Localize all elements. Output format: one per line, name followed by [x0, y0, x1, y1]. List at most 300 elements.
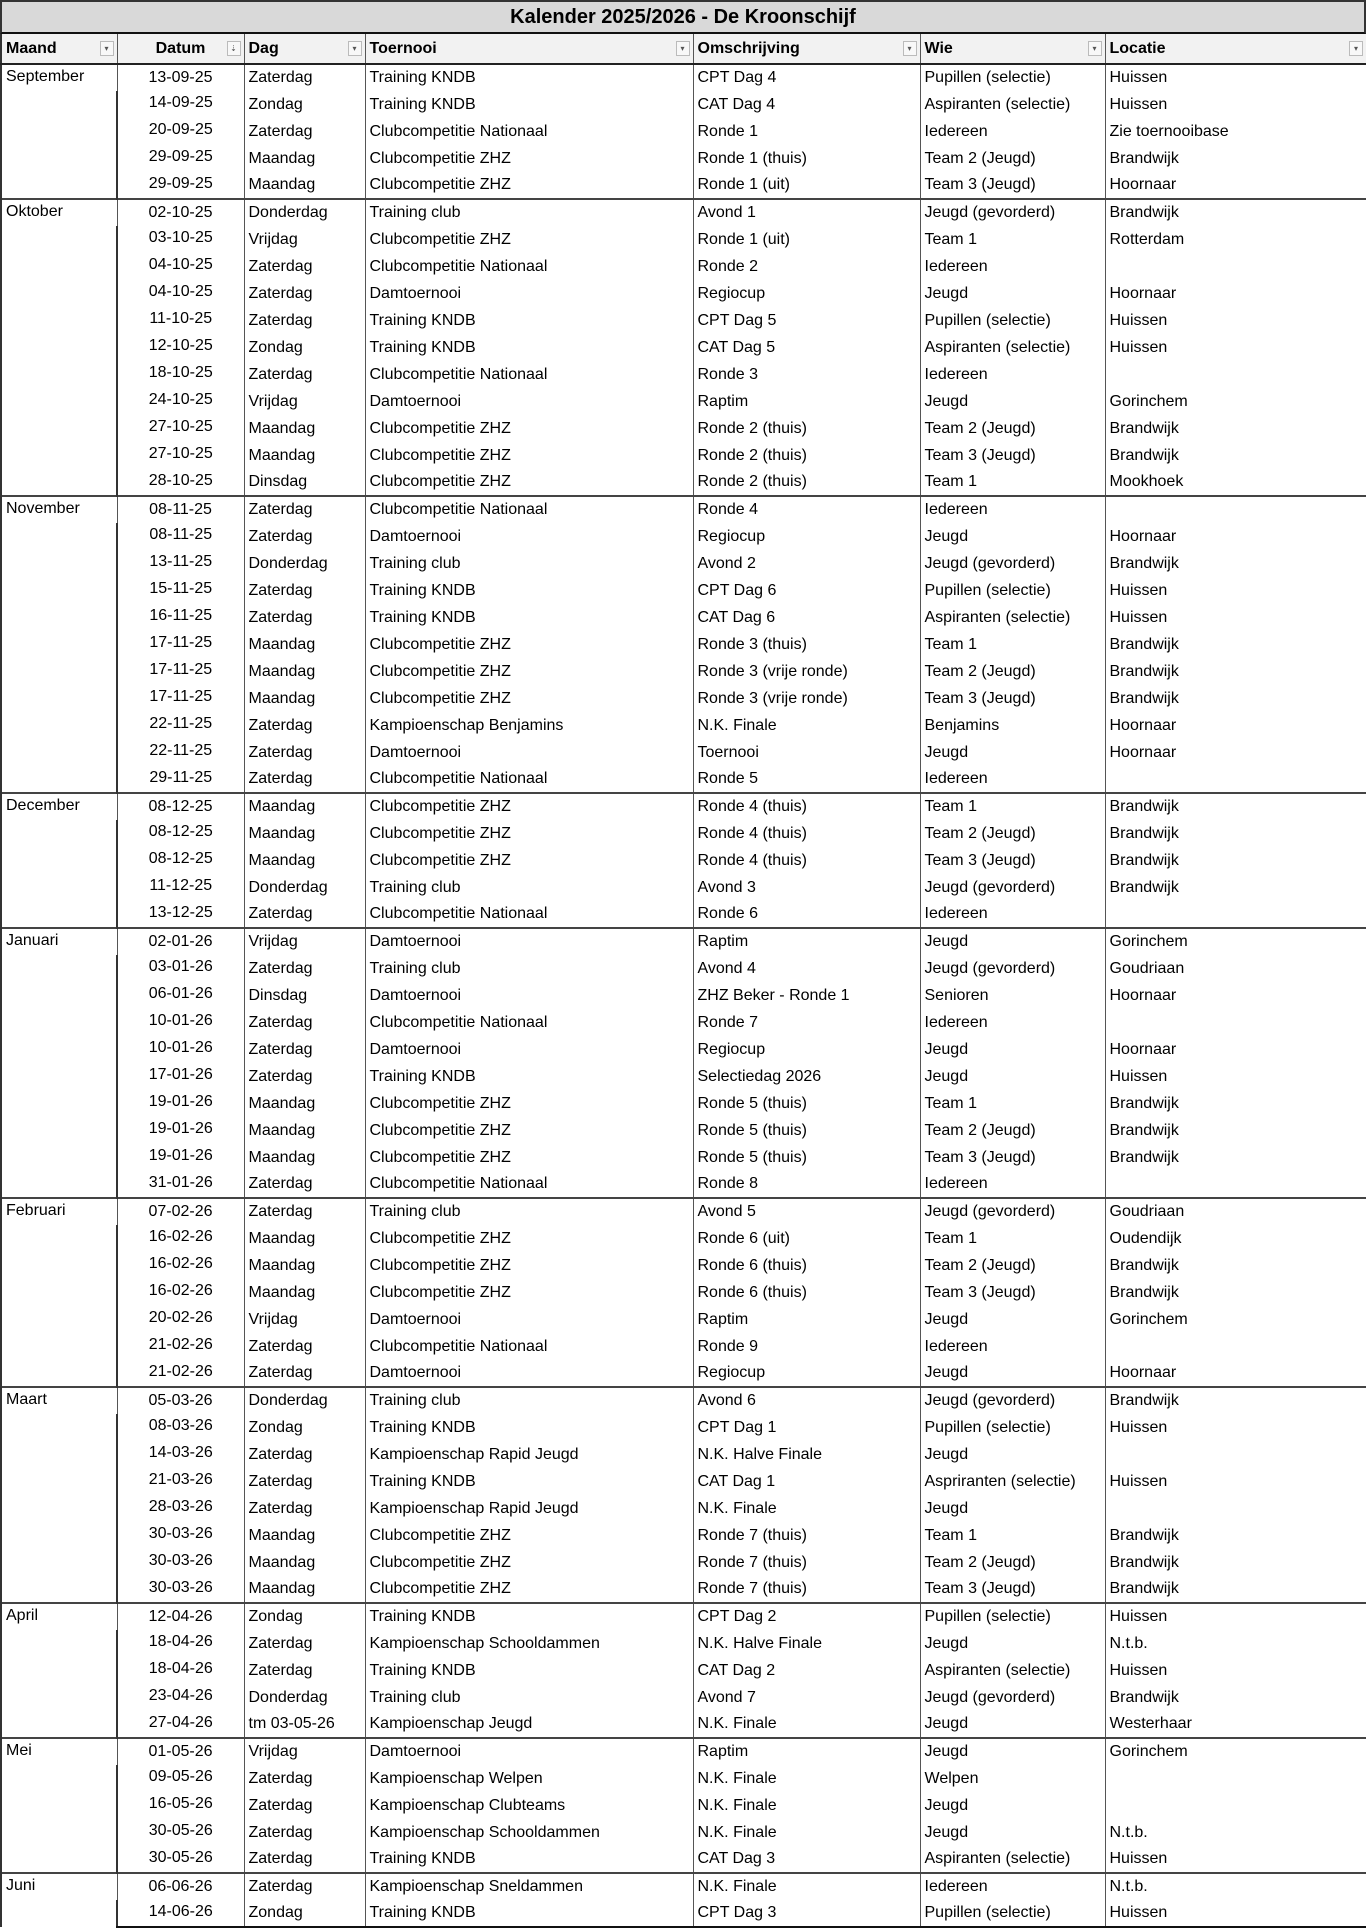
maand-cell[interactable]: April — [1, 1603, 117, 1738]
omschrijving-cell[interactable]: CPT Dag 3 — [693, 1900, 920, 1927]
dag-cell[interactable]: Zaterdag — [244, 1333, 365, 1360]
toernooi-cell[interactable]: Training KNDB — [365, 334, 693, 361]
datum-cell[interactable]: 28-10-25 — [117, 469, 244, 496]
locatie-cell[interactable]: Mookhoek — [1105, 469, 1366, 496]
toernooi-cell[interactable]: Damtoernooi — [365, 739, 693, 766]
dag-cell[interactable]: Zaterdag — [244, 955, 365, 982]
maand-cell[interactable]: Februari — [1, 1198, 117, 1387]
omschrijving-cell[interactable]: CAT Dag 2 — [693, 1657, 920, 1684]
wie-cell[interactable]: Team 3 (Jeugd) — [920, 442, 1105, 469]
toernooi-cell[interactable]: Damtoernooi — [365, 1036, 693, 1063]
omschrijving-cell[interactable]: N.K. Finale — [693, 1495, 920, 1522]
toernooi-cell[interactable]: Clubcompetitie ZHZ — [365, 1279, 693, 1306]
column-header-toernooi[interactable] — [365, 34, 693, 64]
omschrijving-cell[interactable]: Ronde 7 (thuis) — [693, 1522, 920, 1549]
dag-cell[interactable]: Maandag — [244, 1144, 365, 1171]
maand-cell[interactable]: Oktober — [1, 199, 117, 496]
toernooi-cell[interactable]: Kampioenschap Rapid Jeugd — [365, 1441, 693, 1468]
omschrijving-cell[interactable]: Ronde 1 (uit) — [693, 226, 920, 253]
omschrijving-cell[interactable]: Ronde 5 — [693, 766, 920, 793]
omschrijving-cell[interactable]: Ronde 6 (uit) — [693, 1225, 920, 1252]
dag-cell[interactable]: Maandag — [244, 1576, 365, 1603]
toernooi-cell[interactable]: Damtoernooi — [365, 928, 693, 955]
datum-cell[interactable]: 07-02-26 — [117, 1198, 244, 1225]
toernooi-cell[interactable]: Clubcompetitie Nationaal — [365, 361, 693, 388]
wie-cell[interactable]: Aspiranten (selectie) — [920, 91, 1105, 118]
locatie-cell[interactable] — [1105, 1792, 1366, 1819]
omschrijving-cell[interactable]: Raptim — [693, 1306, 920, 1333]
toernooi-cell[interactable]: Damtoernooi — [365, 1306, 693, 1333]
toernooi-cell[interactable]: Clubcompetitie ZHZ — [365, 1252, 693, 1279]
datum-cell[interactable]: 06-06-26 — [117, 1873, 244, 1900]
locatie-cell[interactable]: Huissen — [1105, 91, 1366, 118]
omschrijving-cell[interactable]: CPT Dag 6 — [693, 577, 920, 604]
locatie-cell[interactable]: Brandwijk — [1105, 1090, 1366, 1117]
omschrijving-cell[interactable]: Ronde 8 — [693, 1171, 920, 1198]
wie-cell[interactable]: Jeugd — [920, 739, 1105, 766]
locatie-cell[interactable]: Huissen — [1105, 1063, 1366, 1090]
toernooi-cell[interactable]: Training club — [365, 955, 693, 982]
column-header-omschrijving[interactable] — [693, 34, 920, 64]
omschrijving-cell[interactable]: Ronde 3 (vrije ronde) — [693, 658, 920, 685]
dag-cell[interactable]: Zaterdag — [244, 1360, 365, 1387]
toernooi-cell[interactable]: Training club — [365, 550, 693, 577]
toernooi-cell[interactable]: Training club — [365, 1684, 693, 1711]
locatie-cell[interactable]: Gorinchem — [1105, 1738, 1366, 1765]
dag-cell[interactable]: Zondag — [244, 334, 365, 361]
omschrijving-cell[interactable]: Avond 3 — [693, 874, 920, 901]
dag-cell[interactable]: Zaterdag — [244, 1792, 365, 1819]
toernooi-cell[interactable]: Clubcompetitie ZHZ — [365, 469, 693, 496]
datum-cell[interactable]: 30-03-26 — [117, 1576, 244, 1603]
dag-cell[interactable]: Maandag — [244, 793, 365, 820]
locatie-cell[interactable]: Oudendijk — [1105, 1225, 1366, 1252]
toernooi-cell[interactable]: Clubcompetitie Nationaal — [365, 901, 693, 928]
wie-cell[interactable]: Team 1 — [920, 226, 1105, 253]
wie-cell[interactable]: Team 1 — [920, 631, 1105, 658]
wie-cell[interactable]: Iedereen — [920, 1171, 1105, 1198]
datum-cell[interactable]: 16-02-26 — [117, 1279, 244, 1306]
locatie-cell[interactable]: N.t.b. — [1105, 1630, 1366, 1657]
dag-cell[interactable]: Zaterdag — [244, 1036, 365, 1063]
wie-cell[interactable]: Iedereen — [920, 496, 1105, 523]
dag-cell[interactable]: Maandag — [244, 847, 365, 874]
locatie-cell[interactable] — [1105, 1441, 1366, 1468]
wie-cell[interactable]: Jeugd — [920, 1738, 1105, 1765]
wie-cell[interactable]: Senioren — [920, 982, 1105, 1009]
dag-cell[interactable]: Zaterdag — [244, 253, 365, 280]
datum-cell[interactable]: 06-01-26 — [117, 982, 244, 1009]
column-header-locatie[interactable] — [1105, 34, 1366, 64]
datum-cell[interactable]: 03-01-26 — [117, 955, 244, 982]
wie-cell[interactable]: Team 3 (Jeugd) — [920, 685, 1105, 712]
wie-cell[interactable]: Pupillen (selectie) — [920, 307, 1105, 334]
locatie-cell[interactable]: Huissen — [1105, 307, 1366, 334]
dag-cell[interactable]: Zondag — [244, 1900, 365, 1927]
locatie-cell[interactable]: Gorinchem — [1105, 388, 1366, 415]
datum-cell[interactable]: 08-03-26 — [117, 1414, 244, 1441]
locatie-cell[interactable] — [1105, 1333, 1366, 1360]
wie-cell[interactable]: Jeugd — [920, 1063, 1105, 1090]
wie-cell[interactable]: Jeugd — [920, 523, 1105, 550]
locatie-cell[interactable]: Hoornaar — [1105, 712, 1366, 739]
wie-cell[interactable]: Team 3 (Jeugd) — [920, 847, 1105, 874]
datum-cell[interactable]: 17-11-25 — [117, 631, 244, 658]
toernooi-cell[interactable]: Clubcompetitie ZHZ — [365, 658, 693, 685]
toernooi-cell[interactable]: Training KNDB — [365, 577, 693, 604]
wie-cell[interactable]: Jeugd — [920, 280, 1105, 307]
toernooi-cell[interactable]: Clubcompetitie Nationaal — [365, 1333, 693, 1360]
omschrijving-cell[interactable]: Ronde 6 (thuis) — [693, 1252, 920, 1279]
toernooi-cell[interactable]: Kampioenschap Rapid Jeugd — [365, 1495, 693, 1522]
toernooi-cell[interactable]: Clubcompetitie ZHZ — [365, 172, 693, 199]
dag-cell[interactable]: Zondag — [244, 91, 365, 118]
omschrijving-cell[interactable]: N.K. Finale — [693, 1873, 920, 1900]
wie-cell[interactable]: Team 1 — [920, 1225, 1105, 1252]
locatie-cell[interactable]: Huissen — [1105, 1657, 1366, 1684]
datum-cell[interactable]: 15-11-25 — [117, 577, 244, 604]
datum-cell[interactable]: 12-04-26 — [117, 1603, 244, 1630]
maand-cell[interactable]: Juni — [1, 1873, 117, 1927]
wie-cell[interactable]: Team 3 (Jeugd) — [920, 1144, 1105, 1171]
datum-cell[interactable]: 20-02-26 — [117, 1306, 244, 1333]
column-header-datum[interactable] — [117, 34, 244, 64]
omschrijving-cell[interactable]: Avond 4 — [693, 955, 920, 982]
dag-cell[interactable]: Zaterdag — [244, 577, 365, 604]
datum-cell[interactable]: 27-04-26 — [117, 1711, 244, 1738]
omschrijving-cell[interactable]: N.K. Halve Finale — [693, 1630, 920, 1657]
locatie-cell[interactable]: Goudriaan — [1105, 1198, 1366, 1225]
omschrijving-cell[interactable]: CAT Dag 6 — [693, 604, 920, 631]
toernooi-cell[interactable]: Damtoernooi — [365, 280, 693, 307]
wie-cell[interactable]: Jeugd (gevorderd) — [920, 199, 1105, 226]
omschrijving-cell[interactable]: Ronde 1 (thuis) — [693, 145, 920, 172]
datum-cell[interactable]: 08-11-25 — [117, 496, 244, 523]
maand-cell[interactable]: November — [1, 496, 117, 793]
toernooi-cell[interactable]: Kampioenschap Sneldammen — [365, 1873, 693, 1900]
omschrijving-cell[interactable]: CAT Dag 4 — [693, 91, 920, 118]
locatie-cell[interactable]: Brandwijk — [1105, 199, 1366, 226]
dag-cell[interactable]: Zaterdag — [244, 496, 365, 523]
filter-dropdown-icon[interactable]: ▾ — [100, 41, 114, 56]
locatie-cell[interactable] — [1105, 1171, 1366, 1198]
omschrijving-cell[interactable]: N.K. Finale — [693, 1765, 920, 1792]
datum-cell[interactable]: 08-12-25 — [117, 847, 244, 874]
wie-cell[interactable]: Team 1 — [920, 793, 1105, 820]
filter-dropdown-icon[interactable]: ▾ — [348, 41, 362, 56]
locatie-cell[interactable]: Zie toernooibase — [1105, 118, 1366, 145]
omschrijving-cell[interactable]: Selectiedag 2026 — [693, 1063, 920, 1090]
wie-cell[interactable]: Jeugd — [920, 1036, 1105, 1063]
locatie-cell[interactable]: Brandwijk — [1105, 631, 1366, 658]
dag-cell[interactable]: Zondag — [244, 1414, 365, 1441]
wie-cell[interactable]: Jeugd — [920, 1360, 1105, 1387]
wie-cell[interactable]: Aspiranten (selectie) — [920, 1846, 1105, 1873]
locatie-cell[interactable] — [1105, 766, 1366, 793]
datum-cell[interactable]: 05-03-26 — [117, 1387, 244, 1414]
toernooi-cell[interactable]: Damtoernooi — [365, 982, 693, 1009]
omschrijving-cell[interactable]: Ronde 2 (thuis) — [693, 415, 920, 442]
sort-filter-icon[interactable]: ⇣ — [227, 41, 241, 56]
locatie-cell[interactable]: Hoornaar — [1105, 172, 1366, 199]
locatie-cell[interactable]: Brandwijk — [1105, 1684, 1366, 1711]
datum-cell[interactable]: 02-10-25 — [117, 199, 244, 226]
datum-cell[interactable]: 16-11-25 — [117, 604, 244, 631]
dag-cell[interactable]: Maandag — [244, 1252, 365, 1279]
omschrijving-cell[interactable]: N.K. Finale — [693, 1819, 920, 1846]
toernooi-cell[interactable]: Training KNDB — [365, 91, 693, 118]
locatie-cell[interactable] — [1105, 1009, 1366, 1036]
dag-cell[interactable]: Zaterdag — [244, 604, 365, 631]
omschrijving-cell[interactable]: Ronde 4 (thuis) — [693, 847, 920, 874]
omschrijving-cell[interactable]: Ronde 9 — [693, 1333, 920, 1360]
maand-cell[interactable]: Maart — [1, 1387, 117, 1603]
wie-cell[interactable]: Jeugd — [920, 1630, 1105, 1657]
datum-cell[interactable]: 09-05-26 — [117, 1765, 244, 1792]
toernooi-cell[interactable]: Clubcompetitie ZHZ — [365, 145, 693, 172]
filter-dropdown-icon[interactable]: ▾ — [1349, 41, 1363, 56]
omschrijving-cell[interactable]: Ronde 2 — [693, 253, 920, 280]
locatie-cell[interactable]: Brandwijk — [1105, 145, 1366, 172]
toernooi-cell[interactable]: Clubcompetitie ZHZ — [365, 1576, 693, 1603]
dag-cell[interactable]: Maandag — [244, 442, 365, 469]
wie-cell[interactable]: Pupillen (selectie) — [920, 577, 1105, 604]
locatie-cell[interactable] — [1105, 1495, 1366, 1522]
wie-cell[interactable]: Jeugd (gevorderd) — [920, 1684, 1105, 1711]
omschrijving-cell[interactable]: Ronde 6 — [693, 901, 920, 928]
locatie-cell[interactable]: Huissen — [1105, 1468, 1366, 1495]
toernooi-cell[interactable]: Clubcompetitie Nationaal — [365, 766, 693, 793]
locatie-cell[interactable]: Brandwijk — [1105, 550, 1366, 577]
datum-cell[interactable]: 03-10-25 — [117, 226, 244, 253]
omschrijving-cell[interactable]: CPT Dag 4 — [693, 64, 920, 91]
toernooi-cell[interactable]: Training KNDB — [365, 64, 693, 91]
dag-cell[interactable]: Zaterdag — [244, 901, 365, 928]
dag-cell[interactable]: Zaterdag — [244, 118, 365, 145]
datum-cell[interactable]: 29-09-25 — [117, 145, 244, 172]
toernooi-cell[interactable]: Training KNDB — [365, 1468, 693, 1495]
locatie-cell[interactable]: Hoornaar — [1105, 739, 1366, 766]
dag-cell[interactable]: Donderdag — [244, 199, 365, 226]
wie-cell[interactable]: Jeugd — [920, 388, 1105, 415]
omschrijving-cell[interactable]: Ronde 3 (thuis) — [693, 631, 920, 658]
dag-cell[interactable]: Zaterdag — [244, 712, 365, 739]
dag-cell[interactable]: Dinsdag — [244, 982, 365, 1009]
wie-cell[interactable]: Team 2 (Jeugd) — [920, 820, 1105, 847]
toernooi-cell[interactable]: Clubcompetitie ZHZ — [365, 1549, 693, 1576]
wie-cell[interactable]: Iedereen — [920, 361, 1105, 388]
toernooi-cell[interactable]: Training KNDB — [365, 1900, 693, 1927]
filter-dropdown-icon[interactable]: ▾ — [676, 41, 690, 56]
datum-cell[interactable]: 17-01-26 — [117, 1063, 244, 1090]
locatie-cell[interactable]: Hoornaar — [1105, 1036, 1366, 1063]
omschrijving-cell[interactable]: Ronde 6 (thuis) — [693, 1279, 920, 1306]
dag-cell[interactable]: Zaterdag — [244, 1819, 365, 1846]
column-header-maand[interactable] — [1, 34, 117, 64]
omschrijving-cell[interactable]: Ronde 4 — [693, 496, 920, 523]
wie-cell[interactable]: Team 3 (Jeugd) — [920, 1576, 1105, 1603]
datum-cell[interactable]: 29-09-25 — [117, 172, 244, 199]
datum-cell[interactable]: 13-11-25 — [117, 550, 244, 577]
omschrijving-cell[interactable]: Ronde 4 (thuis) — [693, 793, 920, 820]
omschrijving-cell[interactable]: Raptim — [693, 388, 920, 415]
column-header-dag[interactable] — [244, 34, 365, 64]
locatie-cell[interactable]: Hoornaar — [1105, 280, 1366, 307]
datum-cell[interactable]: 29-11-25 — [117, 766, 244, 793]
toernooi-cell[interactable]: Training KNDB — [365, 1063, 693, 1090]
datum-cell[interactable]: 23-04-26 — [117, 1684, 244, 1711]
omschrijving-cell[interactable]: CAT Dag 1 — [693, 1468, 920, 1495]
toernooi-cell[interactable]: Clubcompetitie ZHZ — [365, 820, 693, 847]
dag-cell[interactable]: Vrijdag — [244, 388, 365, 415]
toernooi-cell[interactable]: Damtoernooi — [365, 523, 693, 550]
datum-cell[interactable]: 13-09-25 — [117, 64, 244, 91]
datum-cell[interactable]: 18-04-26 — [117, 1630, 244, 1657]
datum-cell[interactable]: 04-10-25 — [117, 280, 244, 307]
toernooi-cell[interactable]: Clubcompetitie ZHZ — [365, 1117, 693, 1144]
datum-cell[interactable]: 24-10-25 — [117, 388, 244, 415]
datum-cell[interactable]: 12-10-25 — [117, 334, 244, 361]
omschrijving-cell[interactable]: CAT Dag 3 — [693, 1846, 920, 1873]
toernooi-cell[interactable]: Training KNDB — [365, 1657, 693, 1684]
locatie-cell[interactable]: Rotterdam — [1105, 226, 1366, 253]
locatie-cell[interactable]: Westerhaar — [1105, 1711, 1366, 1738]
dag-cell[interactable]: Zaterdag — [244, 1009, 365, 1036]
dag-cell[interactable]: Maandag — [244, 1117, 365, 1144]
locatie-cell[interactable] — [1105, 1765, 1366, 1792]
omschrijving-cell[interactable]: Ronde 2 (thuis) — [693, 469, 920, 496]
wie-cell[interactable]: Jeugd (gevorderd) — [920, 955, 1105, 982]
dag-cell[interactable]: Maandag — [244, 1225, 365, 1252]
toernooi-cell[interactable]: Training KNDB — [365, 1846, 693, 1873]
toernooi-cell[interactable]: Clubcompetitie Nationaal — [365, 118, 693, 145]
wie-cell[interactable]: Team 2 (Jeugd) — [920, 145, 1105, 172]
toernooi-cell[interactable]: Training KNDB — [365, 604, 693, 631]
dag-cell[interactable]: Zaterdag — [244, 1873, 365, 1900]
toernooi-cell[interactable]: Clubcompetitie Nationaal — [365, 1171, 693, 1198]
wie-cell[interactable]: Team 2 (Jeugd) — [920, 415, 1105, 442]
datum-cell[interactable]: 30-05-26 — [117, 1819, 244, 1846]
datum-cell[interactable]: 16-02-26 — [117, 1225, 244, 1252]
wie-cell[interactable]: Jeugd (gevorderd) — [920, 874, 1105, 901]
dag-cell[interactable]: Vrijdag — [244, 928, 365, 955]
wie-cell[interactable]: Pupillen (selectie) — [920, 1900, 1105, 1927]
datum-cell[interactable]: 28-03-26 — [117, 1495, 244, 1522]
datum-cell[interactable]: 10-01-26 — [117, 1036, 244, 1063]
locatie-cell[interactable]: Brandwijk — [1105, 1252, 1366, 1279]
maand-cell[interactable]: Mei — [1, 1738, 117, 1873]
omschrijving-cell[interactable]: Ronde 7 (thuis) — [693, 1549, 920, 1576]
omschrijving-cell[interactable]: Ronde 5 (thuis) — [693, 1117, 920, 1144]
locatie-cell[interactable]: Huissen — [1105, 1846, 1366, 1873]
locatie-cell[interactable]: Hoornaar — [1105, 982, 1366, 1009]
locatie-cell[interactable]: Gorinchem — [1105, 928, 1366, 955]
wie-cell[interactable]: Jeugd — [920, 928, 1105, 955]
dag-cell[interactable]: Maandag — [244, 820, 365, 847]
locatie-cell[interactable] — [1105, 253, 1366, 280]
column-header-wie[interactable] — [920, 34, 1105, 64]
toernooi-cell[interactable]: Kampioenschap Jeugd — [365, 1711, 693, 1738]
omschrijving-cell[interactable]: Regiocup — [693, 523, 920, 550]
dag-cell[interactable]: Vrijdag — [244, 1306, 365, 1333]
omschrijving-cell[interactable]: Avond 7 — [693, 1684, 920, 1711]
dag-cell[interactable]: Maandag — [244, 415, 365, 442]
datum-cell[interactable]: 17-11-25 — [117, 658, 244, 685]
toernooi-cell[interactable]: Clubcompetitie ZHZ — [365, 415, 693, 442]
dag-cell[interactable]: Maandag — [244, 631, 365, 658]
locatie-cell[interactable]: Brandwijk — [1105, 847, 1366, 874]
dag-cell[interactable]: Zaterdag — [244, 64, 365, 91]
wie-cell[interactable]: Pupillen (selectie) — [920, 1603, 1105, 1630]
dag-cell[interactable]: Zaterdag — [244, 307, 365, 334]
dag-cell[interactable]: Zaterdag — [244, 1468, 365, 1495]
datum-cell[interactable]: 22-11-25 — [117, 739, 244, 766]
omschrijving-cell[interactable]: Ronde 1 — [693, 118, 920, 145]
omschrijving-cell[interactable]: Ronde 3 — [693, 361, 920, 388]
wie-cell[interactable]: Jeugd (gevorderd) — [920, 550, 1105, 577]
maand-cell[interactable]: September — [1, 64, 117, 199]
omschrijving-cell[interactable]: Raptim — [693, 1738, 920, 1765]
toernooi-cell[interactable]: Kampioenschap Benjamins — [365, 712, 693, 739]
toernooi-cell[interactable]: Training club — [365, 874, 693, 901]
datum-cell[interactable]: 11-12-25 — [117, 874, 244, 901]
omschrijving-cell[interactable]: Ronde 7 (thuis) — [693, 1576, 920, 1603]
datum-cell[interactable]: 21-03-26 — [117, 1468, 244, 1495]
dag-cell[interactable]: Maandag — [244, 1549, 365, 1576]
omschrijving-cell[interactable]: Ronde 2 (thuis) — [693, 442, 920, 469]
locatie-cell[interactable]: Brandwijk — [1105, 1576, 1366, 1603]
dag-cell[interactable]: Zaterdag — [244, 1630, 365, 1657]
locatie-cell[interactable]: Huissen — [1105, 64, 1366, 91]
dag-cell[interactable]: Maandag — [244, 145, 365, 172]
locatie-cell[interactable]: Brandwijk — [1105, 1144, 1366, 1171]
toernooi-cell[interactable]: Training KNDB — [365, 307, 693, 334]
toernooi-cell[interactable]: Clubcompetitie ZHZ — [365, 1522, 693, 1549]
dag-cell[interactable]: Zondag — [244, 1603, 365, 1630]
wie-cell[interactable]: Aspriranten (selectie) — [920, 1468, 1105, 1495]
toernooi-cell[interactable]: Damtoernooi — [365, 1738, 693, 1765]
dag-cell[interactable]: Zaterdag — [244, 523, 365, 550]
dag-cell[interactable]: tm 03-05-26 — [244, 1711, 365, 1738]
locatie-cell[interactable]: Brandwijk — [1105, 1549, 1366, 1576]
locatie-cell[interactable]: Huissen — [1105, 334, 1366, 361]
datum-cell[interactable]: 02-01-26 — [117, 928, 244, 955]
locatie-cell[interactable]: Brandwijk — [1105, 820, 1366, 847]
wie-cell[interactable]: Iedereen — [920, 1009, 1105, 1036]
toernooi-cell[interactable]: Clubcompetitie ZHZ — [365, 793, 693, 820]
wie-cell[interactable]: Iedereen — [920, 766, 1105, 793]
locatie-cell[interactable]: Huissen — [1105, 1900, 1366, 1927]
locatie-cell[interactable] — [1105, 496, 1366, 523]
omschrijving-cell[interactable]: Ronde 3 (vrije ronde) — [693, 685, 920, 712]
wie-cell[interactable]: Jeugd — [920, 1819, 1105, 1846]
dag-cell[interactable]: Vrijdag — [244, 1738, 365, 1765]
dag-cell[interactable]: Vrijdag — [244, 226, 365, 253]
wie-cell[interactable]: Aspiranten (selectie) — [920, 1657, 1105, 1684]
datum-cell[interactable]: 18-04-26 — [117, 1657, 244, 1684]
wie-cell[interactable]: Pupillen (selectie) — [920, 64, 1105, 91]
datum-cell[interactable]: 31-01-26 — [117, 1171, 244, 1198]
dag-cell[interactable]: Zaterdag — [244, 1846, 365, 1873]
omschrijving-cell[interactable]: Regiocup — [693, 1036, 920, 1063]
omschrijving-cell[interactable]: CAT Dag 5 — [693, 334, 920, 361]
dag-cell[interactable]: Donderdag — [244, 1387, 365, 1414]
omschrijving-cell[interactable]: Ronde 7 — [693, 1009, 920, 1036]
omschrijving-cell[interactable]: Ronde 5 (thuis) — [693, 1144, 920, 1171]
toernooi-cell[interactable]: Clubcompetitie Nationaal — [365, 253, 693, 280]
toernooi-cell[interactable]: Training club — [365, 1198, 693, 1225]
omschrijving-cell[interactable]: N.K. Finale — [693, 712, 920, 739]
